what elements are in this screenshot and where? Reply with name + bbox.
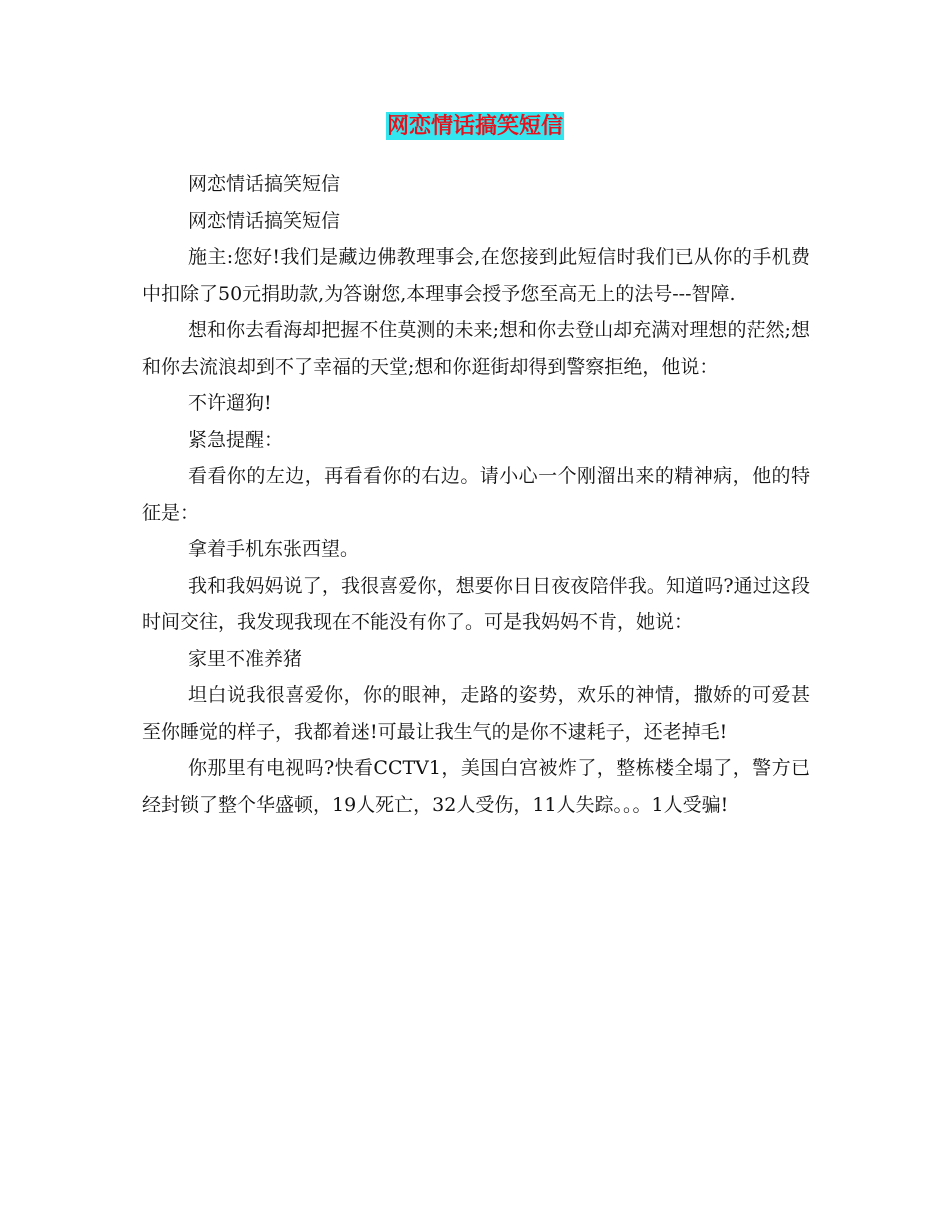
paragraph-no-dogs: 不许遛狗! bbox=[188, 392, 272, 414]
paragraph-subtitle-1: 网恋情话搞笑短信 bbox=[188, 173, 341, 195]
paragraph-sea-mountain: 想和你去看海却把握不住莫测的未来;想和你去登山却充满对理想的茫然;想和你去流浪却到不了幸福的天堂;想和你逛街却得到警察拒绝，他说： bbox=[142, 319, 810, 378]
paragraph-confession: 坦白说我很喜爱你，你的眼神，走路的姿势，欢乐的神情，撒娇的可爱甚至你睡觉的样子，我都着迷!可最让我生气的是你不逮耗子，还老掉毛! bbox=[142, 684, 810, 743]
paragraph-cctv: 你那里有电视吗?快看CCTV1，美国白宫被炸了，整栋楼全塌了，警方已经封锁了整个华盛顿，19人死亡，32人受伤，11人失踪。。。1人受骗! bbox=[142, 757, 810, 816]
paragraph-no-pigs: 家里不准养猪 bbox=[188, 647, 303, 670]
document-title: 网恋情话搞笑短信 bbox=[386, 113, 563, 139]
paragraph-subtitle-2: 网恋情话搞笑短信 bbox=[188, 209, 341, 232]
title-container bbox=[0, 112, 950, 140]
paragraph-donation-sms: 施主:您好!我们是藏边佛教理事会,在您接到此短信时我们已从你的手机费中扣除了50元捐助款,为答谢您,本理事会授予您至高无上的法号---智障. bbox=[142, 246, 810, 305]
paragraph-mom-said: 我和我妈妈说了，我很喜爱你，想要你日日夜夜陪伴我。知道吗?通过这段时间交往，我发现我现在不能没有你了。可是我妈妈不肯，她说： bbox=[142, 574, 810, 633]
document-body bbox=[142, 166, 810, 823]
paragraph-look-left-right: 看看你的左边，再看看你的右边。请小心一个刚溜出来的精神病，他的特征是： bbox=[142, 465, 810, 524]
paragraph-urgent-reminder: 紧急提醒： bbox=[188, 428, 284, 451]
paragraph-phone-looking: 拿着手机东张西望。 bbox=[188, 538, 360, 560]
